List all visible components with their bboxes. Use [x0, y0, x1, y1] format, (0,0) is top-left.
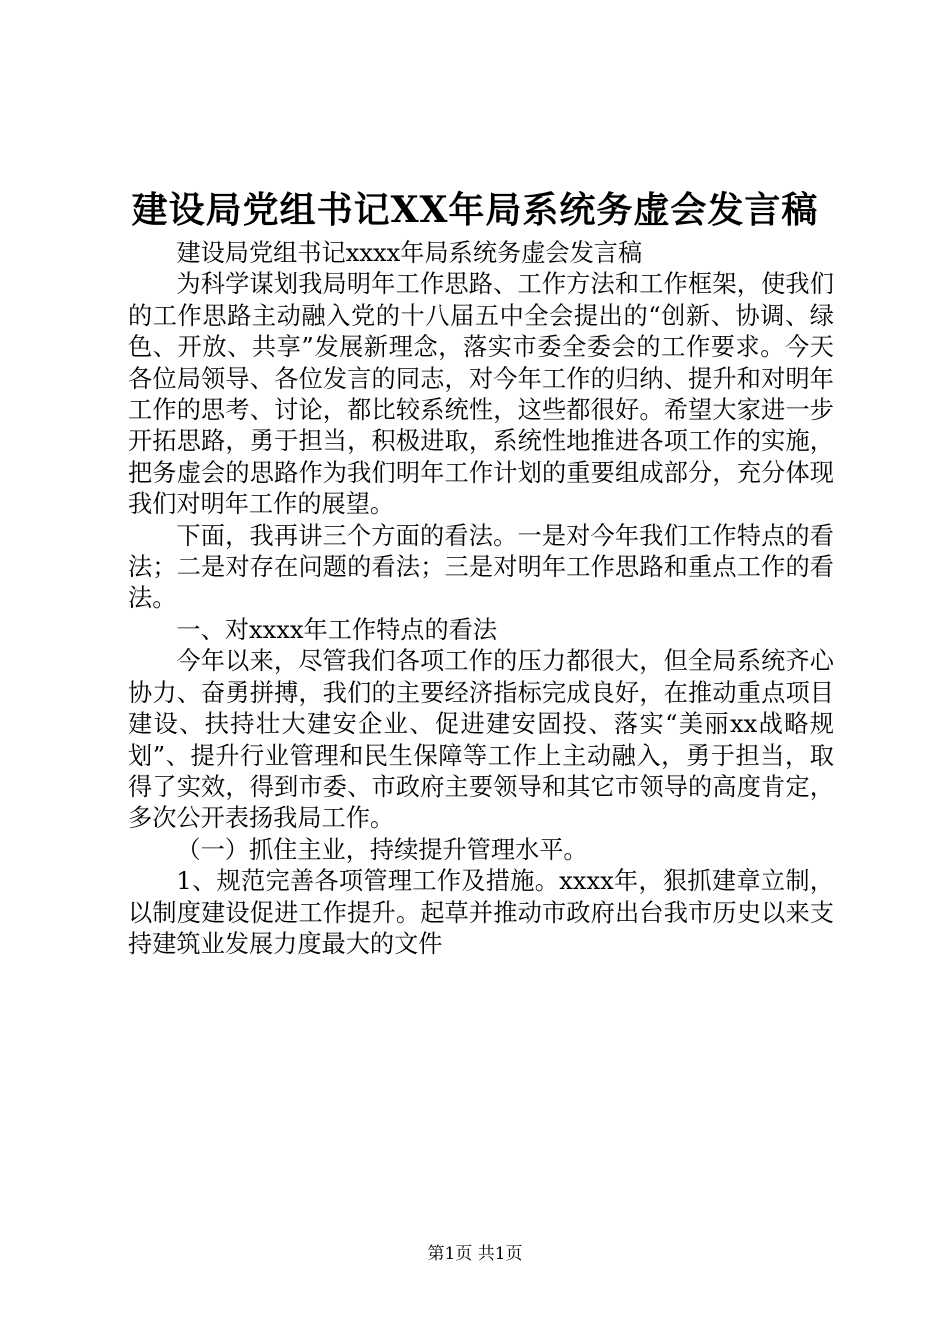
paragraph-intro: 为科学谋划我局明年工作思路、工作方法和工作框架，使我们的工作思路主动融入党的十八届五中全会提出的“创新、协调、绿色、开放、共享”发展新理念，落实市委全委会的工作要求。今天各位局领导、各位发言的同志，对今年工作的归纳、提升和对明年工作的思考、讨论，都比较系统性，这些都很好。希望大家进一步开拓思路，勇于担当，积极进取，系统性地推进各项工作的实施，把务虚会的思路作为我们明年工作计划的重要组成部分，充分体现我们对明年工作的展望。: [128, 270, 834, 519]
paragraph-achievements: 今年以来，尽管我们各项工作的压力都很大，但全局系统齐心协力、奋勇拼搏，我们的主要经济指标完成良好，在推动重点项目建设、扶持壮大建安企业、促进建安固投、落实“美丽xx战略规划”、提升行业管理和民生保障等工作上主动融入，勇于担当，取得了实效，得到市委、市政府主要领导和其它市领导的高度肯定，多次公开表扬我局工作。: [128, 647, 834, 833]
paragraph-outline: 下面，我再讲三个方面的看法。一是对今年我们工作特点的看法；二是对存在问题的看法；三是对明年工作思路和重点工作的看法。: [128, 521, 834, 613]
paragraph-item-one: 1、规范完善各项管理工作及措施。xxxx年，狠抓建章立制，以制度建设促进工作提升。起草并推动市政府出台我市历史以来支持建筑业发展力度最大的文件: [128, 867, 834, 958]
document-body: [128, 238, 834, 960]
section-heading-one: 一、对xxxx年工作特点的看法: [176, 615, 498, 644]
subsection-heading-one: （一）抓住主业，持续提升管理水平。: [176, 835, 588, 864]
page-footer: 第1页 共1页: [427, 1244, 523, 1264]
document-title: 建设局党组书记XX年局系统务虚会发言稿: [131, 189, 819, 231]
paragraph-subtitle: 建设局党组书记xxxx年局系统务虚会发言稿: [176, 239, 643, 267]
